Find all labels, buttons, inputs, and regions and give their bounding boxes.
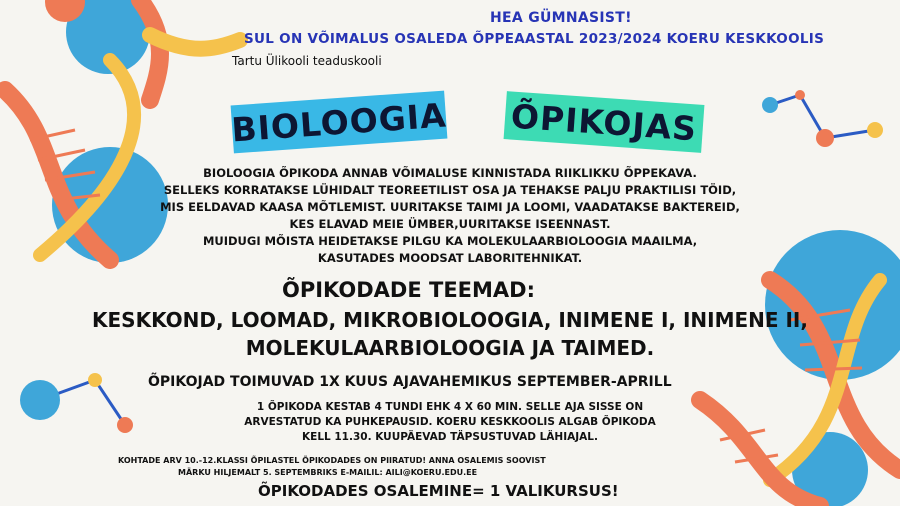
schedule-heading: ÕPIKOJAD TOIMUVAD 1X KUUS AJAVAHEMIKUS SEPTEMBER-APRILL	[148, 374, 672, 390]
molecule-top-right-icon	[762, 90, 883, 147]
registration-line-2: MÄRKU HILJEMALT 5. SEPTEMBRIKS E-MAILIL: AILI@KOERU.EDU.EE	[178, 468, 478, 477]
schedule-details	[0, 400, 900, 445]
schedule-line: 1 ÕPIKODA KESTAB 4 TUNDI EHK 4 X 60 MIN. SELLE AJA SISSE ON	[256, 401, 644, 413]
banner-bioloogia-text: BIOLOOGIA	[230, 95, 448, 149]
institution-label: Tartu Ülikooli teaduskooli	[232, 54, 382, 68]
topics-line-1: KESKKOND, LOOMAD, MIKROBIOLOOGIA, INIMENE I, INIMENE II,	[92, 308, 808, 332]
description-line: KES ELAVAD MEIE ÜMBER,UURITAKSE ISEENNAST.	[289, 217, 611, 231]
topics-line-2: MOLEKULAARBIOLOOGIA JA TAIMED.	[245, 336, 655, 360]
registration-line-1: KOHTADE ARV 10.-12.KLASSI ÕPILASTEL ÕPIKODADES ON PIIRATUD! ANNA OSALEMIS SOOVIST	[118, 456, 546, 465]
description-line: MUIDUGI MÕISTA HEIDETAKSE PILGU KA MOLEKULAARBIOLOOGIA MAAILMA,	[202, 234, 698, 248]
description-block	[0, 165, 900, 267]
schedule-line: ARVESTATUD KA PUHKEPAUSID. KOERU KESKKOOLIS ALGAB ÕPIKODA	[244, 416, 656, 428]
description-line: SELLEKS KORRATAKSE LÜHIDALT TEOREETILIST OSA JA TEHAKSE PALJU PRAKTILISI TÖID,	[163, 183, 737, 197]
topics-heading: ÕPIKODADE TEEMAD:	[282, 278, 536, 302]
description-line: MIS EELDAVAD KAASA MÕTLEMIST. UURITAKSE TAIMI JA LOOMI, VAADATAKSE BAKTEREID,	[160, 200, 740, 214]
greeting-title: HEA GÜMNASIST!	[490, 10, 632, 26]
opportunity-title: SUL ON VÕIMALUS OSALEDA ÕPPEAASTAL 2023/2024 KOERU KESKKOOLIS	[244, 31, 825, 47]
schedule-line: KELL 11.30. KUUPÄEVAD TÄPSUSTUVAD LÄHIAJAL.	[302, 431, 598, 443]
description-line: BIOLOOGIA ÕPIKODA ANNAB VÕIMALUSE KINNISTADA RIIKLIKKU ÕPPEKAVA.	[203, 166, 697, 180]
footer-note: ÕPIKODADES OSALEMINE= 1 VALIKURSUS!	[258, 482, 619, 500]
description-line: KASUTADES MOODSAT LABORITEHNIKAT.	[317, 251, 583, 265]
banner-opikojas-text: ÕPIKOJAS	[509, 96, 699, 148]
